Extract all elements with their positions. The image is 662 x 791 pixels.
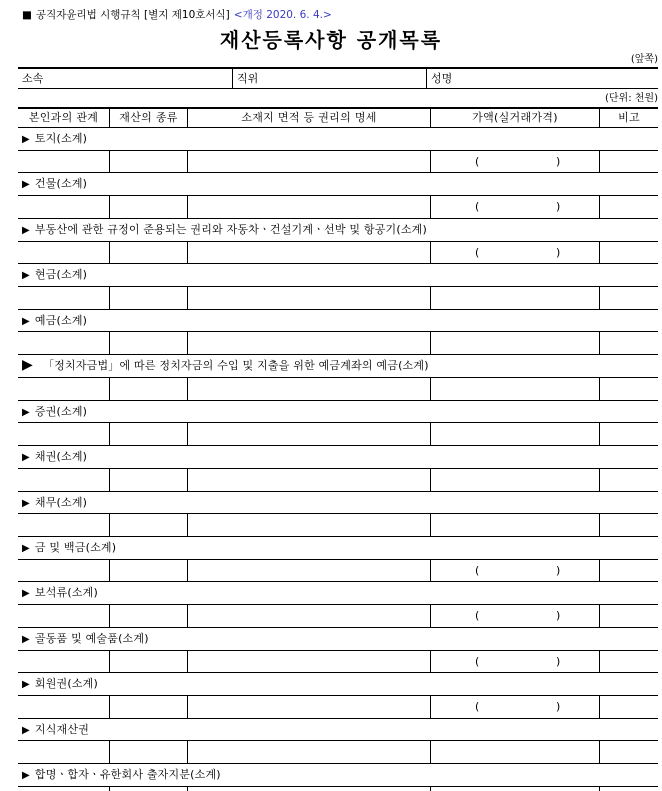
section-heading — [18, 355, 658, 377]
relation-cell — [18, 469, 110, 491]
value-cell — [431, 605, 600, 627]
relation-cell — [18, 332, 110, 354]
page-side-label: (앞쪽) — [630, 54, 658, 65]
value-cell — [431, 787, 600, 791]
column-header-rights-detail: 소재지 면적 등 권리의 명세 — [188, 109, 431, 127]
section-heading — [18, 173, 658, 195]
column-header-remarks: 비고 — [618, 111, 640, 124]
section-row-partnership-shares — [18, 764, 658, 787]
value-cell — [431, 332, 600, 354]
asset-type-cell — [110, 332, 188, 354]
relation-cell — [18, 605, 110, 627]
rights-detail-cell — [188, 287, 431, 309]
remarks-cell — [600, 423, 658, 445]
triangle-marker-icon: ▶ — [22, 224, 30, 236]
relation-cell — [18, 151, 110, 173]
triangle-marker-icon: ▶ — [22, 315, 30, 327]
rights-detail-cell — [188, 196, 431, 218]
section-heading — [18, 264, 658, 286]
rights-detail-cell — [188, 469, 431, 491]
section-row-land — [18, 128, 658, 151]
entry-row-memberships — [18, 696, 658, 719]
remarks-cell — [600, 651, 658, 673]
rights-detail-cell — [188, 651, 431, 673]
remarks-cell — [600, 332, 658, 354]
value-cell — [431, 696, 600, 718]
form-reference: 공직자윤리법 시행규칙 [별지 제10호서식] — [35, 9, 230, 21]
section-heading — [18, 401, 658, 423]
remarks-cell — [600, 287, 658, 309]
triangle-marker-icon: ▶ — [22, 497, 30, 509]
remarks-cell — [600, 196, 658, 218]
section-title: 건물(소계) — [34, 177, 88, 191]
name-label: 성명 — [431, 72, 453, 85]
entry-row-deposits — [18, 332, 658, 355]
section-row-deposits — [18, 310, 658, 333]
square-bullet-icon: ■ — [22, 9, 32, 21]
affiliation-label: 소속 — [18, 69, 233, 88]
value-cell — [431, 469, 600, 491]
paren-open: ( — [475, 609, 480, 623]
value-cell — [431, 287, 600, 309]
asset-type-cell — [110, 560, 188, 582]
triangle-marker-icon: ▶ — [22, 406, 30, 418]
section-title: 토지(소계) — [34, 132, 88, 145]
section-row-memberships — [18, 673, 658, 696]
asset-type-cell — [110, 514, 188, 536]
section-heading — [18, 719, 658, 741]
rights-detail-cell — [188, 605, 431, 627]
entry-row-partnership-shares — [18, 787, 658, 791]
paren-open: ( — [475, 699, 480, 713]
section-heading — [18, 628, 658, 650]
relation-cell — [18, 423, 110, 445]
section-title: 금 및 백금(소계) — [34, 540, 117, 554]
remarks-cell — [600, 696, 658, 718]
triangle-marker-icon: ▶ — [22, 179, 30, 191]
triangle-marker-icon: ▶ — [22, 724, 30, 736]
value-cell — [431, 651, 600, 673]
asset-type-cell — [110, 696, 188, 718]
paren-open: ( — [475, 200, 480, 214]
remarks-cell — [600, 514, 658, 536]
section-row-quasi-real-estate — [18, 219, 658, 242]
section-title: 증권(소계) — [34, 404, 88, 418]
section-heading — [18, 537, 658, 559]
remarks-cell — [600, 242, 658, 264]
column-header-relation: 본인과의 관계 — [18, 109, 110, 127]
section-row-gold-platinum — [18, 537, 658, 560]
remarks-cell — [600, 469, 658, 491]
value-cell — [431, 242, 600, 264]
table-header-row — [18, 107, 658, 128]
rights-detail-cell — [188, 514, 431, 536]
rights-detail-cell — [188, 242, 431, 264]
triangle-marker-icon: ▶ — [22, 270, 30, 282]
rights-detail-cell — [188, 741, 431, 763]
relation-cell — [18, 196, 110, 218]
paren-close: ) — [556, 609, 561, 623]
section-title: 골동품 및 예술품(소계) — [34, 631, 149, 645]
asset-table — [18, 107, 658, 791]
relation-cell — [18, 787, 110, 791]
asset-type-cell — [110, 651, 188, 673]
value-cell — [431, 560, 600, 582]
value-cell — [431, 741, 600, 763]
section-title: 채무(소계) — [34, 495, 88, 509]
section-row-antiques-art — [18, 628, 658, 651]
triangle-marker-icon: ▶ — [22, 770, 30, 782]
section-title: 보석류(소계) — [34, 586, 99, 600]
rights-detail-cell — [188, 423, 431, 445]
value-cell — [431, 423, 600, 445]
section-title: 합명ㆍ합자ㆍ유한회사 출자지분(소계) — [34, 768, 221, 782]
remarks-cell — [600, 787, 658, 791]
section-heading — [18, 492, 658, 514]
rights-detail-cell — [188, 696, 431, 718]
entry-row-building — [18, 196, 658, 219]
entry-row-securities — [18, 423, 658, 446]
paren-close: ) — [556, 699, 561, 713]
section-title: 지식재산권 — [34, 722, 90, 736]
asset-type-cell — [110, 605, 188, 627]
section-heading — [18, 764, 658, 786]
section-title: 현금(소계) — [34, 268, 88, 282]
relation-cell — [18, 287, 110, 309]
paren-close: ) — [556, 654, 561, 668]
entry-row-gold-platinum — [18, 560, 658, 583]
entry-row-debts — [18, 514, 658, 537]
entry-row-antiques-art — [18, 651, 658, 674]
unit-label: (단위: 천원) — [605, 93, 658, 104]
value-cell — [431, 378, 600, 400]
asset-type-cell — [110, 423, 188, 445]
paren-close: ) — [556, 245, 561, 259]
section-heading — [18, 582, 658, 604]
form-reference-line — [22, 8, 332, 22]
asset-type-cell — [110, 741, 188, 763]
section-row-political-fund-deposits — [18, 355, 658, 378]
entry-row-intellectual-property — [18, 741, 658, 764]
paren-open: ( — [475, 654, 480, 668]
asset-type-cell — [110, 787, 188, 791]
revision-note: <개정 2020. 6. 4.> — [233, 9, 332, 21]
triangle-marker-icon: ▶ — [22, 542, 30, 554]
section-title: 「정치자금법」에 따른 정치자금의 수입 및 지출을 위한 예금계좌의 예금(소계) — [42, 359, 429, 373]
column-header-asset-type: 재산의 종류 — [110, 109, 188, 127]
section-heading — [18, 128, 658, 150]
column-header-value: 가액(실거래가격) — [431, 109, 600, 127]
relation-cell — [18, 514, 110, 536]
paren-open: ( — [475, 245, 480, 259]
entry-row-cash — [18, 287, 658, 310]
paren-open: ( — [475, 563, 480, 577]
remarks-cell — [600, 741, 658, 763]
value-cell — [431, 196, 600, 218]
value-cell — [431, 514, 600, 536]
section-row-building — [18, 173, 658, 196]
section-row-cash — [18, 264, 658, 287]
section-row-securities — [18, 401, 658, 424]
relation-cell — [18, 651, 110, 673]
official-info-row — [18, 67, 658, 89]
relation-cell — [18, 741, 110, 763]
triangle-marker-icon: ▶ — [22, 679, 30, 691]
entry-row-bonds — [18, 469, 658, 492]
triangle-marker-icon: ▶ — [22, 357, 33, 374]
value-cell — [431, 151, 600, 173]
remarks-cell — [600, 605, 658, 627]
section-row-intellectual-property — [18, 719, 658, 742]
section-row-debts — [18, 492, 658, 515]
asset-type-cell — [110, 287, 188, 309]
section-row-bonds — [18, 446, 658, 469]
asset-type-cell — [110, 151, 188, 173]
triangle-marker-icon: ▶ — [22, 452, 30, 464]
entry-row-jewelry — [18, 605, 658, 628]
asset-type-cell — [110, 196, 188, 218]
triangle-marker-icon: ▶ — [22, 633, 30, 645]
section-heading — [18, 310, 658, 332]
entry-row-political-fund-deposits — [18, 378, 658, 401]
relation-cell — [18, 378, 110, 400]
triangle-marker-icon: ▶ — [22, 134, 30, 145]
rights-detail-cell — [188, 151, 431, 173]
triangle-marker-icon: ▶ — [22, 588, 30, 600]
asset-type-cell — [110, 469, 188, 491]
section-title: 채권(소계) — [34, 450, 88, 464]
section-heading — [18, 673, 658, 695]
remarks-cell — [600, 378, 658, 400]
entry-row-land — [18, 151, 658, 174]
rights-detail-cell — [188, 787, 431, 791]
rights-detail-cell — [188, 378, 431, 400]
section-title: 회원권(소계) — [34, 677, 99, 691]
rights-detail-cell — [188, 332, 431, 354]
relation-cell — [18, 696, 110, 718]
rights-detail-cell — [188, 560, 431, 582]
section-row-jewelry — [18, 582, 658, 605]
section-title: 부동산에 관한 규정이 준용되는 권리와 자동차ㆍ건설기계ㆍ선박 및 항공기(소계) — [34, 222, 428, 236]
remarks-cell — [600, 560, 658, 582]
paren-close: ) — [556, 154, 561, 168]
relation-cell — [18, 242, 110, 264]
asset-type-cell — [110, 378, 188, 400]
section-title: 예금(소계) — [34, 313, 88, 327]
paren-close: ) — [556, 200, 561, 214]
section-heading — [18, 219, 658, 241]
remarks-cell — [600, 151, 658, 173]
section-heading — [18, 446, 658, 468]
page-title: 재산등록사항 공개목록 — [219, 28, 443, 52]
asset-type-cell — [110, 242, 188, 264]
position-label: 직위 — [233, 69, 427, 88]
entry-row-quasi-real-estate — [18, 242, 658, 265]
relation-cell — [18, 560, 110, 582]
paren-close: ) — [556, 563, 561, 577]
paren-open: ( — [475, 154, 480, 168]
